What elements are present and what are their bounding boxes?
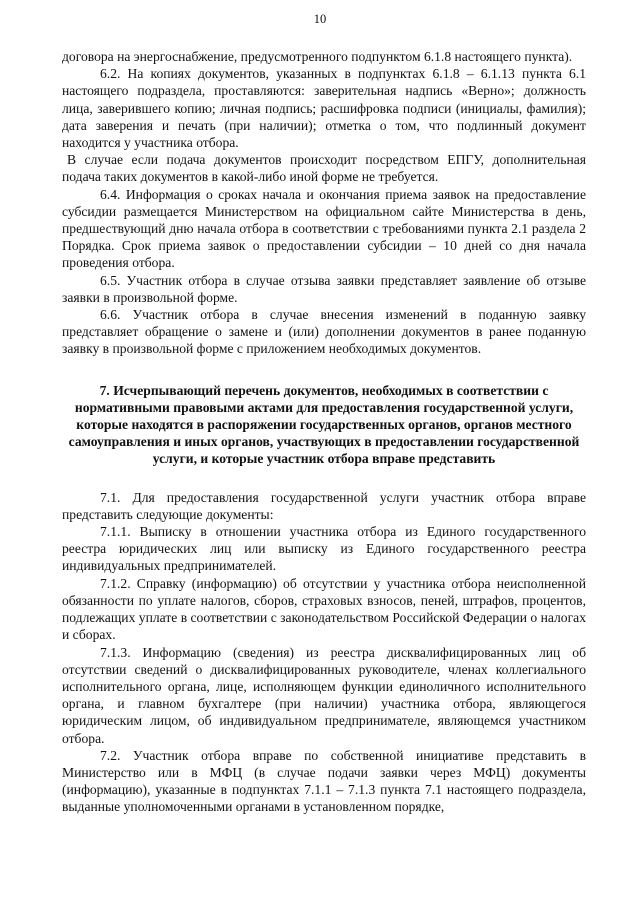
section-heading: 7. Исчерпывающий перечень документов, необходимых в соответствии с нормативными правовыми актами для предоставления государственной услуги, которые находятся в распоряжении государственных органов, органов местного самоуправления и иных органов, участвующих в предоставлении государственной услуги, и которые участник отбора вправе представить: [68, 382, 580, 467]
paragraph-p-6-2: 6.2. На копиях документов, указанных в подпунктах 6.1.8 – 6.1.13 пункта 6.1 настоящего подраздела, проставляются: заверительная надпись «Верно»; должность лица, заверившего копию; личная подпись; расшифровка подписи (инициалы, фамилия); дата заверения и печать (при наличии); отметка о том, что подлинный документ находится у участника отбора.: [62, 66, 586, 151]
paragraphs-before-section: [62, 48, 586, 358]
paragraph-p-6-3: В случае если подача документов происходит посредством ЕПГУ, дополнительная подача таких документов в какой-либо иной форме не требуется.: [62, 152, 586, 185]
paragraph-p-cont: договора на энергоснабжение, предусмотренного подпунктом 6.1.8 настоящего пункта).: [62, 49, 573, 64]
paragraph-p-6-4: 6.4. Информация о сроках начала и окончания приема заявок на предоставление субсидии размещается Министерством на официальном сайте Министерства в день, предшествующий дню начала отбора в соответствии с требованиями пункта 2.1 раздела 2 Порядка. Срок приема заявок о предоставлении субсидии – 10 дней со дня начала проведения отбора.: [62, 186, 586, 271]
paragraph-p-7-1-1: 7.1.1. Выписку в отношении участника отбора из Единого государственного реестра юридических лиц или выписку из Единого государственного реестра индивидуальных предпринимателей.: [62, 524, 586, 574]
page-number: 10: [313, 12, 327, 26]
paragraph-p-6-6: 6.6. Участник отбора в случае внесения изменений в поданную заявку представляет обращение о замене и (или) дополнении документов в ранее поданную заявку в произвольной форме с приложением необходимых документов.: [62, 307, 586, 357]
paragraph-p-7-1-3: 7.1.3. Информацию (сведения) из реестра дисквалифицированных лиц об отсутствии сведений о дисквалифицированных руководителе, членах коллегиального исполнительного органа, лице, исполняющем функции единоличного исполнительного органа, и главном бухгалтере (при наличии) участника отбора, являющегося юридическим лицом, об индивидуальном предпринимателе, являющемся участником отбора.: [62, 644, 586, 746]
paragraph-p-7-1: 7.1. Для предоставления государственной услуги участник отбора вправе представить следующие документы:: [62, 489, 586, 522]
document-body: [62, 48, 586, 816]
paragraph-p-7-2: 7.2. Участник отбора вправе по собственной инициативе представить в Министерство или в МФЦ (в случае подачи заявки через МФЦ) документы (информацию), указанные в подпунктах 7.1.1 – 7.1.3 пункта 7.1 настоящего подраздела, выданные уполномоченными органами в установленном порядке,: [62, 747, 586, 815]
paragraph-p-6-5: 6.5. Участник отбора в случае отзыва заявки представляет заявление об отзыве заявки в произвольной форме.: [62, 272, 586, 305]
paragraph-p-7-1-2: 7.1.2. Справку (информацию) об отсутствии у участника отбора неисполненной обязанности по уплате налогов, сборов, страховых взносов, пеней, штрафов, процентов, подлежащих уплате в соответствии с законодательством Российской Федерации о налогах и сборах.: [62, 575, 586, 643]
paragraphs-after-section: [62, 489, 586, 816]
